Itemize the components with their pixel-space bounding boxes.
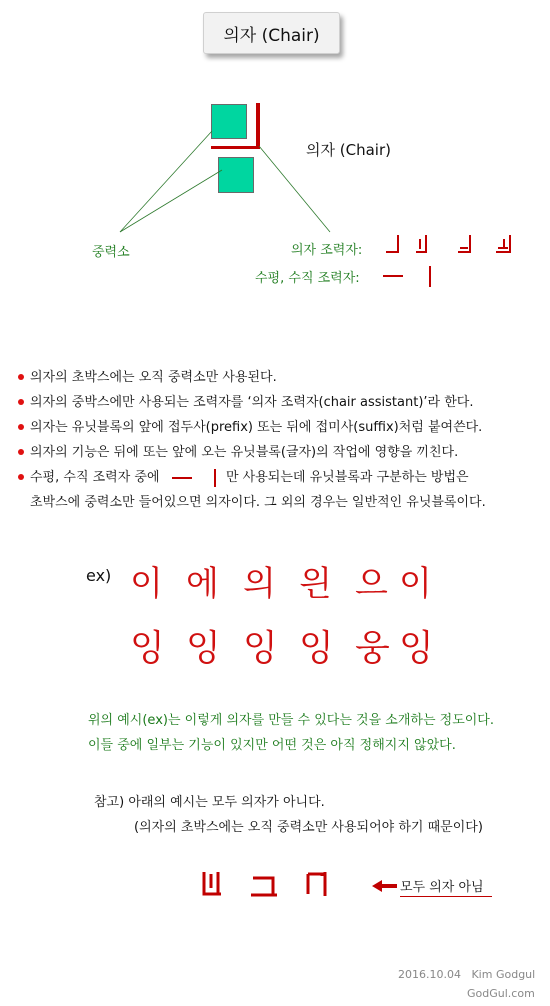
example-char: 잉: [299, 628, 334, 669]
horizontal-assistant: [383, 275, 403, 277]
example-char: 에: [186, 564, 219, 604]
example-char: 잉: [130, 628, 165, 669]
chair-assistant-label: 의자 조력자:: [291, 243, 363, 258]
bullet-text: 만 사용되는데 유닛블록과 구분하는 방법은: [225, 470, 469, 485]
gravity-label: 중력소: [92, 245, 130, 260]
non-chair-shape-2: [251, 878, 277, 895]
assistant-shape-1: [386, 235, 398, 252]
bullet-list: [18, 365, 548, 515]
bullet-dot: [18, 374, 24, 380]
connector-line: [120, 131, 212, 232]
bullet-dot: [18, 474, 24, 480]
assistant-shape-4: [496, 235, 510, 252]
non-chair-shape-3: [308, 872, 325, 896]
example-char: 이: [399, 564, 432, 604]
example-char: 으: [355, 564, 388, 604]
example-char: 의: [243, 564, 276, 604]
not-chair-label: 모두 의자 아님: [400, 880, 484, 895]
vertical-assistant: [429, 266, 431, 287]
reference-line-1: 참고) 아래의 예시는 모두 의자가 아니다.: [94, 795, 325, 810]
bullet-text: 의자의 초박스에는 오직 중력소만 사용된다.: [30, 370, 277, 385]
credit-site: GodGul.com: [467, 987, 535, 1000]
note-line-2: 이들 중에 일부는 기능이 있지만 어떤 것은 아직 정해지지 않았다.: [88, 738, 456, 753]
bullet-text: 의자의 기능은 뒤에 또는 앞에 오는 유닛블록(글자)의 작업에 영향을 끼친다.: [30, 445, 459, 460]
left-arrow-icon: [372, 880, 398, 892]
chair-assistant-shapes: [380, 232, 520, 262]
non-chair-shape-1: [204, 872, 221, 894]
connector-line: [120, 170, 222, 232]
bullet-text: 수평, 수직 조력자 중에: [30, 470, 160, 485]
bullet-dot: [18, 449, 24, 455]
bullet-text: 의자의 중박스에만 사용되는 조력자를 ‘의자 조력자(chair assistant)’라 한다.: [30, 395, 474, 410]
inline-horizontal-bar: [172, 477, 192, 479]
bullet-item: [18, 440, 548, 465]
bullet-item: [18, 415, 548, 440]
bullet-item: [18, 465, 548, 490]
example-char: 이: [130, 564, 163, 604]
bullet-text: 초박스에 중력소만 들어있으면 의자이다. 그 외의 경우는 일반적인 유닛블록이다.: [30, 495, 486, 510]
chair-label: 의자 (Chair): [306, 141, 391, 159]
example-char: 잉: [186, 628, 221, 669]
bullet-dot: [18, 424, 24, 430]
not-chair-underline: [400, 896, 492, 897]
reference-line-2: (의자의 초박스에는 오직 중력소만 사용되어야 하기 때문이다): [134, 820, 483, 835]
hv-assistant-label: 수평, 수직 조력자:: [255, 271, 360, 286]
example-char: 읜: [299, 564, 332, 604]
bullet-continuation: [18, 490, 548, 515]
assistant-shape-3: [458, 235, 470, 252]
example-char: 잉: [399, 628, 434, 669]
assistant-shape-2: [416, 235, 426, 252]
bullet-item: [18, 365, 548, 390]
example-char: 웅: [355, 628, 390, 669]
bullet-dot: [18, 399, 24, 405]
inline-vertical-bar: [214, 469, 216, 487]
note-line-1: 위의 예시(ex)는 이렇게 의자를 만들 수 있다는 것을 소개하는 정도이다.: [88, 713, 494, 728]
page-title-text: 의자 (Chair): [223, 25, 320, 46]
examples-label: ex): [86, 566, 112, 585]
bullet-text: 의자는 유닛블록의 앞에 접두사(prefix) 또는 뒤에 접미사(suffix)처럼 붙여쓴다.: [30, 420, 483, 435]
bullet-item: [18, 390, 548, 415]
example-char: 잉: [243, 628, 278, 669]
non-chair-shapes: [195, 868, 335, 902]
credit-date-author: 2016.10.04 Kim Godgul: [398, 968, 536, 981]
